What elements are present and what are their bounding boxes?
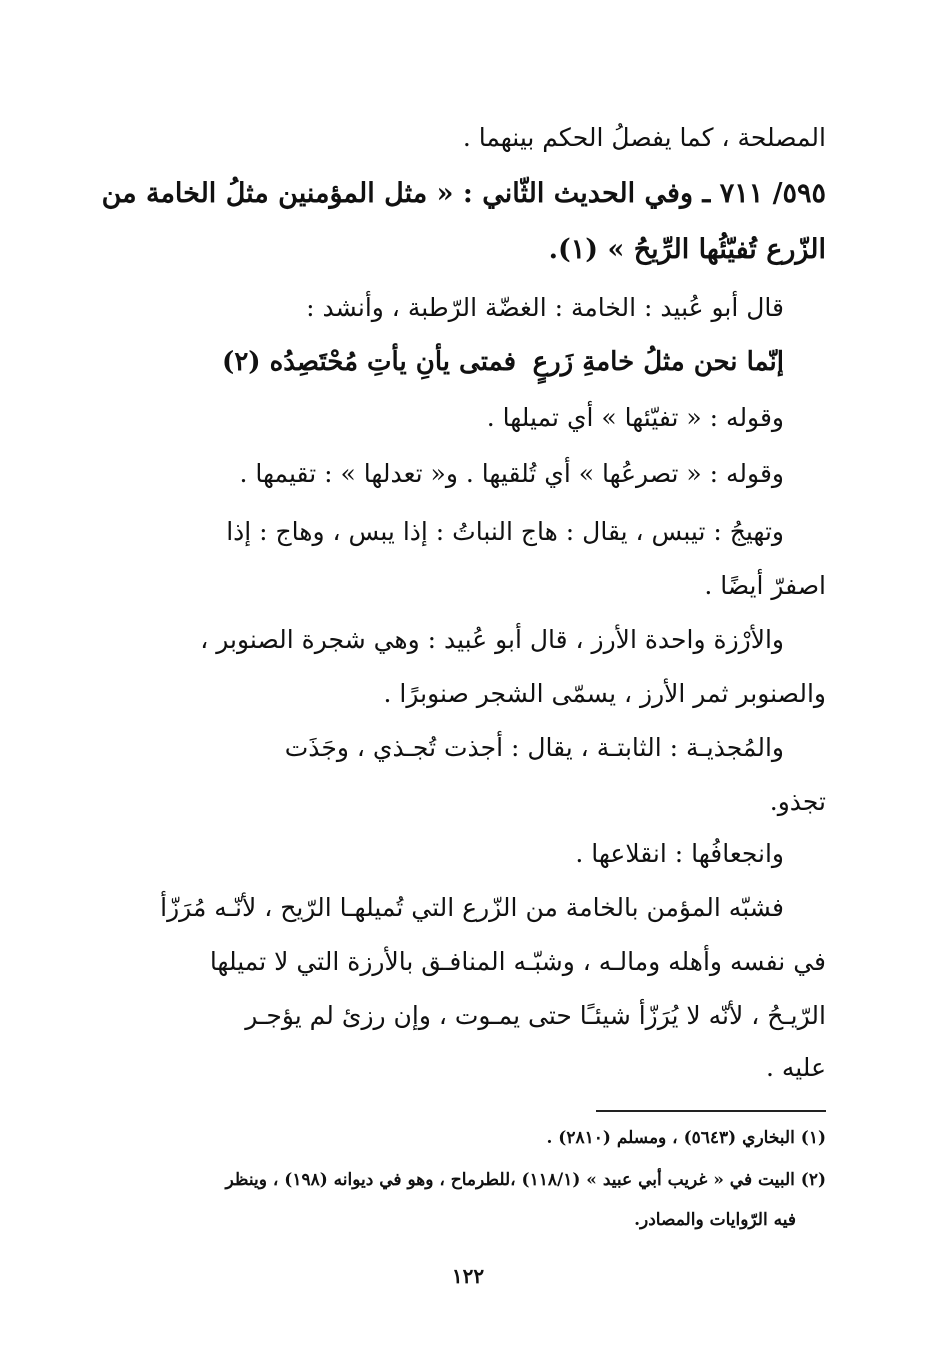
text-line: وقوله : « تصرعُها » أي تُلقيها . و« تعدلها » : تقيمها . <box>239 459 784 488</box>
hadith-heading: ٥٩٥/ ٧١١ ـ وفي الحديث الثّاني : « مثل المؤمنين مثلُ الخامة من <box>101 178 826 209</box>
footnote-1: (١) البخاري (٥٦٤٣) ، ومسلم (٢٨١٠) . <box>546 1128 826 1148</box>
text-line: اصفرّ أيضًا . <box>704 571 826 600</box>
text-line: قال أبو عُبيد : الخامة : الغضّة الرّطبة ، وأنشد : <box>306 293 784 322</box>
footnote-2: (٢) البيت في « غريب أبي عبيد » (١١٨/١) ،للطرماح ، وهو في ديوانه (١٩٨) ، وينظر <box>225 1170 826 1190</box>
text-line: وقوله : « تفيّئها » أي تميلها . <box>486 403 784 432</box>
footnote-2-continuation: فيه الرّوايات والمصادر. <box>634 1210 796 1230</box>
text-line: والصنوبر ثمر الأرز ، يسمّى الشجر صنوبرًا . <box>383 679 826 708</box>
footnote-divider <box>596 1110 826 1112</box>
text-line: الرّيـحُ ، لأنّه لا يُرَزّأ شيئـًا حتى يمـوت ، وإن رزئ لم يؤجـر <box>245 1001 826 1030</box>
text-line: وتهيجُ : تيبس ، يقال : هاج النباتُ : إذا يبس ، وهاج : إذا <box>226 517 784 546</box>
text-line: تجذو. <box>769 787 826 816</box>
verse-first-hemistich: إنّما نحن مثلُ خامةِ زَرعٍ <box>532 347 784 377</box>
text-line: المصلحة ، كما يفصلُ الحكم بينهما . <box>462 123 826 152</box>
text-line: والمُجذيـة : الثابتـة ، يقال : أجذت تُجـذي ، وجَذَت <box>284 733 784 762</box>
text-line: وانجعافُها : انقلاعها . <box>575 839 784 868</box>
hadith-text: الزّرع تُفيّئُها الرِّيحُ » (١). <box>548 234 826 265</box>
text-line: عليه . <box>765 1053 826 1082</box>
verse-second-hemistich: فمتى يأنِ يأتِ مُحْتَصِدُه (٢) <box>222 347 517 377</box>
text-line: في نفسه وأهله ومالـه ، وشبّـه المنافـق بالأرزة التي لا تميلها <box>209 947 826 976</box>
text-line: فشبّه المؤمن بالخامة من الزّرع التي تُميلهـا الرّيح ، لأنّـه مُرَزّأ <box>160 893 784 922</box>
page-number: ١٢٢ <box>451 1264 485 1288</box>
text-line: والأرْزة واحدة الأرز ، قال أبو عُبيد : وهي شجرة الصنوبر ، <box>200 625 784 654</box>
